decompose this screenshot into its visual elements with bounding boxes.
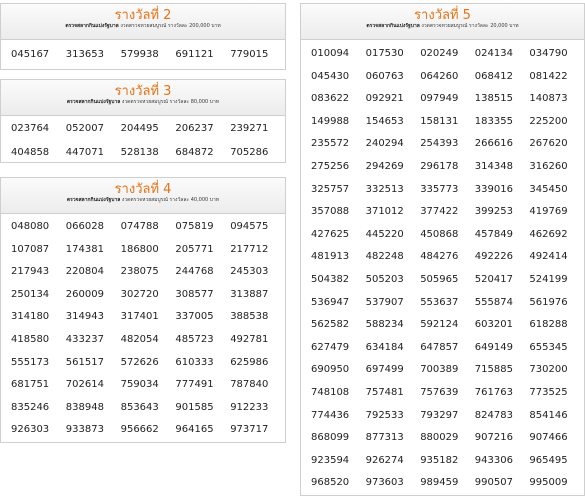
lottery-number: 186800 (120, 243, 159, 255)
lottery-number: 335773 (420, 183, 459, 195)
lottery-number: 824783 (474, 409, 513, 421)
lottery-number: 240294 (365, 138, 404, 150)
lottery-number: 730200 (529, 364, 568, 376)
prize-3-subtitle-detail: งวดตรวจหวยสมบูรณ์ รางวัลละ 80,000 บาท (121, 99, 220, 105)
lottery-number: 572626 (120, 356, 159, 368)
prize-2-header (1, 4, 285, 40)
lottery-number: 702614 (65, 379, 104, 391)
lottery-number: 075819 (175, 221, 214, 232)
lottery-number: 912233 (230, 401, 269, 413)
lottery-number: 217943 (11, 266, 50, 278)
lottery-number: 649149 (474, 341, 513, 353)
prize-4-numbers (1, 214, 285, 447)
lottery-number: 618288 (529, 319, 568, 331)
lottery-number: 060763 (365, 70, 404, 82)
lottery-number: 092921 (365, 93, 404, 105)
lottery-number: 427625 (311, 228, 350, 240)
prize-4-header (1, 178, 285, 214)
lottery-number: 052007 (65, 123, 104, 134)
prize-2-subtitle-detail: งวดตรวจหวยสมบูรณ์ รางวัลละ 200,000 บาท (120, 23, 221, 29)
lottery-number: 020249 (420, 48, 459, 59)
lottery-number: 634184 (365, 341, 404, 353)
lottery-number: 923594 (311, 454, 350, 466)
lottery-number: 793297 (420, 409, 459, 421)
lottery-number: 371012 (365, 206, 404, 218)
lottery-number: 520417 (474, 273, 513, 285)
lottery-number: 592124 (420, 319, 459, 331)
lottery-number: 250134 (11, 288, 50, 300)
prize-3-numbers (1, 116, 285, 171)
lottery-number: 655345 (529, 341, 568, 353)
lottery-number: 579938 (120, 49, 159, 60)
lottery-number: 239271 (230, 123, 269, 134)
lottery-number: 965495 (529, 454, 568, 466)
lottery-number: 140873 (529, 93, 568, 105)
lottery-number: 779015 (230, 49, 269, 60)
prize-4-subtitle-detail: งวดตรวจหวยสมบูรณ์ รางวัลละ 40,000 บาท (121, 197, 220, 203)
lottery-number: 537907 (365, 296, 404, 308)
lottery-number: 715885 (474, 364, 513, 376)
lottery-number: 205771 (175, 243, 214, 255)
lottery-number: 926303 (11, 424, 50, 436)
lottery-number: 094575 (230, 221, 269, 232)
lottery-number: 433237 (65, 333, 104, 345)
lottery-number: 462692 (529, 228, 568, 240)
lottery-number: 603201 (474, 319, 513, 331)
lottery-number: 345450 (529, 183, 568, 195)
prize-2-title: รางวัลที่ 2 (114, 8, 172, 23)
lottery-number: 447071 (65, 147, 104, 158)
lottery-number: 317401 (120, 311, 159, 323)
lottery-number: 314348 (474, 160, 513, 172)
lottery-number: 097949 (420, 93, 459, 105)
prize-3-title: รางวัลที่ 3 (114, 84, 172, 99)
lottery-number: 973717 (230, 424, 269, 436)
lottery-number: 627479 (311, 341, 350, 353)
lottery-number: 691121 (175, 49, 214, 60)
lottery-number: 445220 (365, 228, 404, 240)
lottery-number: 314180 (11, 311, 50, 323)
lottery-number: 484276 (420, 251, 459, 263)
lottery-number: 457849 (474, 228, 513, 240)
lottery-number: 220804 (65, 266, 104, 278)
lottery-number: 492781 (230, 333, 269, 345)
lottery-number: 225200 (529, 115, 568, 127)
prize-2-numbers (1, 40, 285, 60)
lottery-number: 068412 (474, 70, 513, 82)
prize-3-header (1, 80, 285, 116)
lottery-number: 388538 (230, 311, 269, 323)
lottery-number: 217712 (230, 243, 269, 255)
lottery-number: 158131 (420, 115, 459, 127)
lottery-number: 835246 (11, 401, 50, 413)
lottery-number: 107087 (11, 243, 50, 255)
lottery-number: 010094 (311, 48, 350, 59)
lottery-number: 553637 (420, 296, 459, 308)
lottery-number: 748108 (311, 386, 350, 398)
prize-2-panel (0, 3, 286, 70)
lottery-number: 316260 (529, 160, 568, 172)
lottery-number: 154653 (365, 115, 404, 127)
prize-5-title: รางวัลที่ 5 (414, 8, 471, 23)
lottery-number: 989459 (420, 477, 459, 489)
prize-2-subtitle-lead: ตรวจสลากกินแบ่งรัฐบาล (65, 23, 119, 29)
lottery-number: 853643 (120, 401, 159, 413)
lottery-number: 647857 (420, 341, 459, 353)
lottery-number: 868099 (311, 432, 350, 444)
lottery-number: 206237 (175, 123, 214, 134)
lottery-number: 901585 (175, 401, 214, 413)
prize-5-numbers (301, 40, 584, 500)
lottery-number: 562582 (311, 319, 350, 331)
lottery-number: 048080 (11, 221, 50, 232)
prize-3-subtitle-lead: ตรวจสลากกินแบ่งรัฐบาล (66, 99, 121, 105)
lottery-number: 973603 (365, 477, 404, 489)
prize-5-header (301, 4, 584, 40)
lottery-number: 024134 (474, 48, 513, 59)
lottery-number: 418580 (11, 333, 50, 345)
prize-5-subtitle (301, 23, 584, 30)
lottery-number: 023764 (11, 123, 50, 134)
lottery-number: 377422 (420, 206, 459, 218)
lottery-number: 399253 (474, 206, 513, 218)
lottery-number: 302720 (120, 288, 159, 300)
lottery-number: 561976 (529, 296, 568, 308)
lottery-number: 267620 (529, 138, 568, 150)
lottery-number: 045167 (11, 49, 50, 60)
lottery-number: 081422 (529, 70, 568, 82)
lottery-number: 313887 (230, 288, 269, 300)
lottery-number: 404858 (11, 147, 50, 158)
lottery-number: 625986 (230, 356, 269, 368)
lottery-number: 787840 (230, 379, 269, 391)
lottery-number: 968520 (311, 477, 350, 489)
lottery-number: 017530 (365, 48, 404, 59)
lottery-number: 183355 (474, 115, 513, 127)
lottery-number: 339016 (474, 183, 513, 195)
prize-3-panel (0, 79, 286, 163)
lottery-number: 337005 (175, 311, 214, 323)
lottery-number: 524199 (529, 273, 568, 285)
lottery-number: 697499 (365, 364, 404, 376)
lottery-number: 700389 (420, 364, 459, 376)
lottery-number: 995009 (529, 477, 568, 489)
lottery-number: 610333 (175, 356, 214, 368)
lottery-number: 492226 (474, 251, 513, 263)
lottery-number: 536947 (311, 296, 350, 308)
lottery-number: 505203 (365, 273, 404, 285)
lottery-number: 450868 (420, 228, 459, 240)
lottery-number: 773525 (529, 386, 568, 398)
lottery-number: 757481 (365, 386, 404, 398)
lottery-number: 138515 (474, 93, 513, 105)
lottery-number: 275256 (311, 160, 350, 172)
prize-5-subtitle-detail: งวดตรวจหวยสมบูรณ์ รางวัลละ 20,000 บาท (421, 23, 519, 29)
lottery-number: 681751 (11, 379, 50, 391)
lottery-number: 296178 (420, 160, 459, 172)
prize-4-title: รางวัลที่ 4 (114, 182, 172, 197)
lottery-number: 761763 (474, 386, 513, 398)
lottery-number: 204495 (120, 123, 159, 134)
lottery-number: 313653 (65, 49, 104, 60)
lottery-number: 877313 (365, 432, 404, 444)
prize-2-subtitle (1, 23, 285, 30)
lottery-number: 074788 (120, 221, 159, 232)
lottery-number: 854146 (529, 409, 568, 421)
lottery-number: 325757 (311, 183, 350, 195)
lottery-number: 990507 (474, 477, 513, 489)
lottery-number: 880029 (420, 432, 459, 444)
lottery-number: 561517 (65, 356, 104, 368)
lottery-number: 260009 (65, 288, 104, 300)
prize-4-subtitle-lead: ตรวจสลากกินแบ่งรัฐบาล (66, 197, 121, 203)
lottery-number: 555874 (474, 296, 513, 308)
lottery-number: 235572 (311, 138, 350, 150)
prize-4-subtitle (1, 197, 285, 204)
lottery-number: 034790 (529, 48, 568, 59)
lottery-number: 505965 (420, 273, 459, 285)
lottery-number: 555173 (11, 356, 50, 368)
lottery-number: 492414 (529, 251, 568, 263)
lottery-number: 149988 (311, 115, 350, 127)
lottery-number: 482248 (365, 251, 404, 263)
lottery-number: 528138 (120, 147, 159, 158)
lottery-number: 294269 (365, 160, 404, 172)
lottery-number: 504382 (311, 273, 350, 285)
lottery-number: 357088 (311, 206, 350, 218)
lottery-number: 238075 (120, 266, 159, 278)
lottery-number: 759034 (120, 379, 159, 391)
lottery-number: 244768 (175, 266, 214, 278)
lottery-number: 838948 (65, 401, 104, 413)
prize-5-panel (300, 3, 585, 496)
lottery-number: 045430 (311, 70, 350, 82)
lottery-number: 588234 (365, 319, 404, 331)
lottery-number: 482054 (120, 333, 159, 345)
lottery-number: 926274 (365, 454, 404, 466)
lottery-number: 964165 (175, 424, 214, 436)
lottery-number: 314943 (65, 311, 104, 323)
lottery-number: 174381 (65, 243, 104, 255)
lottery-number: 907216 (474, 432, 513, 444)
lottery-number: 935182 (420, 454, 459, 466)
lottery-number: 066028 (65, 221, 104, 232)
lottery-number: 757639 (420, 386, 459, 398)
lottery-number: 485723 (175, 333, 214, 345)
lottery-number: 266616 (474, 138, 513, 150)
lottery-number: 684872 (175, 147, 214, 158)
lottery-number: 943306 (474, 454, 513, 466)
prize-4-panel (0, 177, 286, 443)
prize-3-subtitle (1, 99, 285, 106)
lottery-number: 777491 (175, 379, 214, 391)
lottery-number: 481913 (311, 251, 350, 263)
lottery-number: 933873 (65, 424, 104, 436)
lottery-number: 907466 (529, 432, 568, 444)
lottery-number: 419769 (529, 206, 568, 218)
lottery-number: 308577 (175, 288, 214, 300)
lottery-number: 245303 (230, 266, 269, 278)
prize-5-subtitle-lead: ตรวจสลากกินแบ่งรัฐบาล (366, 23, 420, 29)
lottery-number: 956662 (120, 424, 159, 436)
lottery-number: 792533 (365, 409, 404, 421)
lottery-number: 064260 (420, 70, 459, 82)
lottery-number: 705286 (230, 147, 269, 158)
lottery-number: 332513 (365, 183, 404, 195)
lottery-number: 690950 (311, 364, 350, 376)
lottery-number: 774436 (311, 409, 350, 421)
lottery-number: 254393 (420, 138, 459, 150)
lottery-number: 083622 (311, 93, 350, 105)
